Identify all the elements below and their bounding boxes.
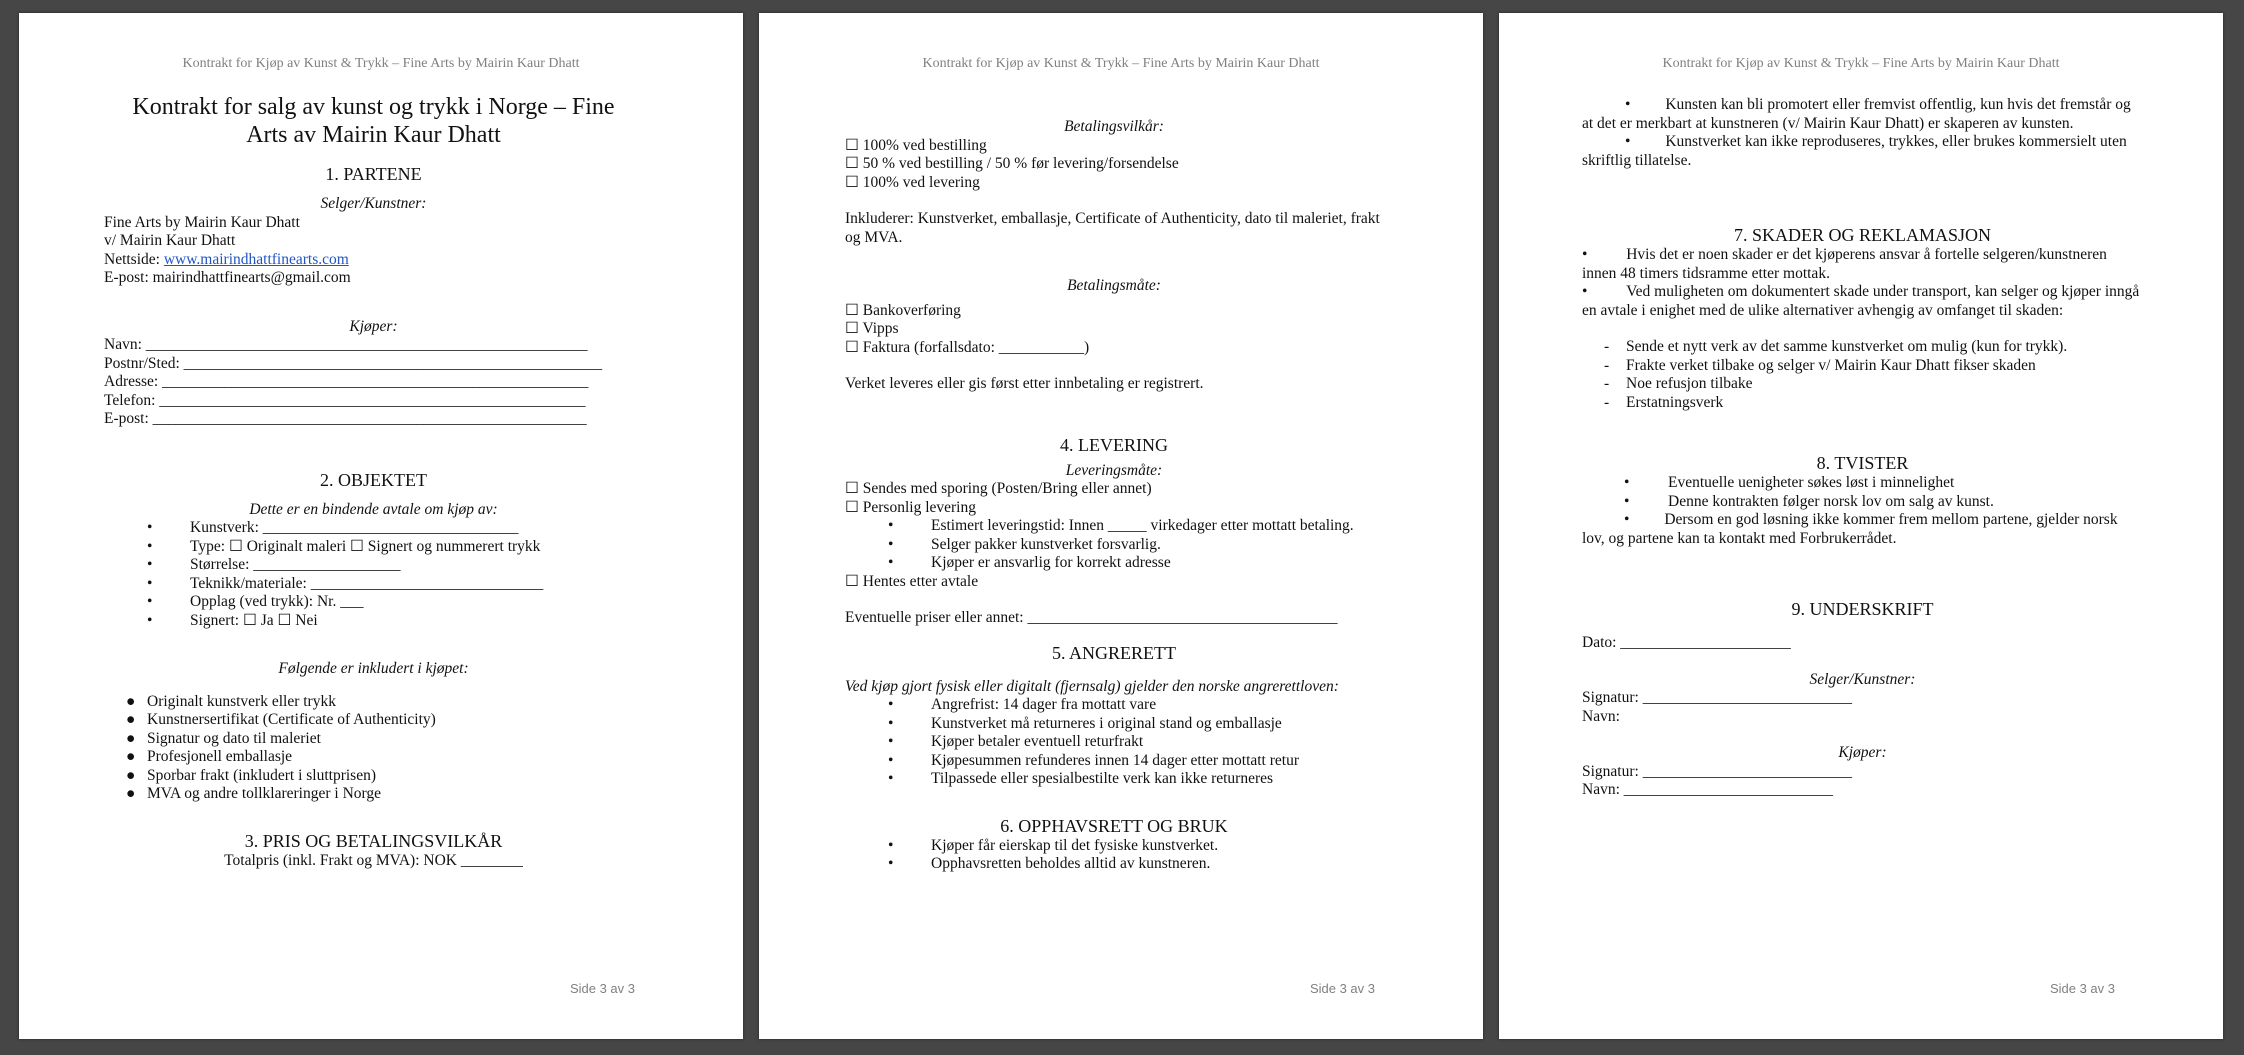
withdrawal-intro: Ved kjøp gjort fysisk eller digitalt (fjernsalg) gjelder den norske angrerettloven: xyxy=(845,677,1339,695)
list-item: ● Signatur og dato til maleriet xyxy=(126,729,321,747)
checkbox-option[interactable]: ☐ Sendes med sporing (Posten/Bring eller annet) xyxy=(845,480,1152,497)
document-page-3 xyxy=(1499,13,2223,1039)
section-heading-delivery: 4. LEVERING xyxy=(1060,434,1168,455)
buyer-label: Kjøper: xyxy=(349,317,398,335)
section-heading-parties: 1. PARTENE xyxy=(325,164,422,184)
checkbox-option[interactable]: ☐ 100% ved bestilling xyxy=(845,136,987,154)
list-item: • Kunstverket kan ikke reproduseres, trykkes, eller brukes kommersielt uten skriftlig tillatelse. xyxy=(1582,133,2127,169)
document-page-2 xyxy=(759,13,1483,1039)
list-item: • Opplag (ved trykk): Nr. ___ xyxy=(147,593,364,610)
list-item: • Teknikk/materiale: ______________________________ xyxy=(147,574,544,592)
buyer-field: Postnr/Sted: ______________________________________________________ xyxy=(104,354,603,372)
buyer-name-line: Navn: ___________________________ xyxy=(1582,781,1834,798)
list-item: • Ved muligheten om dokumentert skade under transport, kan selger og kjøper inngå en avtale i enighet med de ulike alternativer avhengig av omfanget til skaden: xyxy=(1582,283,2140,319)
section-heading-damage: 7. SKADER OG REKLAMASJON xyxy=(1733,225,1992,245)
page-footer: Side 3 av 3 xyxy=(2049,981,2115,996)
list-item: • Kjøper er ansvarlig for korrekt adresse xyxy=(888,554,1171,571)
list-item: ● Profesjonell emballasje xyxy=(126,748,293,765)
list-item: ● MVA og andre tollklareringer i Norge xyxy=(126,785,382,802)
list-item: • Selger pakker kunstverket forsvarlig. xyxy=(888,535,1161,553)
date-line: Dato: ______________________ xyxy=(1582,634,1791,651)
seller-signature-line: Signatur: ___________________________ xyxy=(1582,689,1852,706)
list-item: - Frakte verket tilbake og selger v/ Mairin Kaur Dhatt fikser skaden xyxy=(1604,356,2036,374)
seller-line: v/ Mairin Kaur Dhatt xyxy=(104,232,236,249)
list-item: • Kjøpesummen refunderes innen 14 dager etter mottatt retur xyxy=(888,751,1299,769)
other-prices-line: Eventuelle priser eller annet: ________________________________________ xyxy=(845,609,1338,626)
buyer-field: E-post: ________________________________________________________ xyxy=(104,410,587,427)
list-item: • Opphavsretten beholdes alltid av kunstneren. xyxy=(888,855,1211,872)
page-header: Kontrakt for Kjøp av Kunst & Trykk – Fine Arts by Mairin Kaur Dhatt xyxy=(922,56,1320,71)
list-item: ● Sporbar frakt (inkludert i sluttprisen) xyxy=(126,766,377,784)
payment-method-label: Betalingsmåte: xyxy=(1067,277,1161,294)
list-item: • Kunsten kan bli promotert eller fremvist offentlig, kun hvis det fremstår og at det er merkbart at kunstneren (v/ Mairin Kaur Dhatt) er skaperen av kunsten. xyxy=(1582,96,2131,132)
list-item: • Dersom en god løsning ikke kommer frem mellom partene, gjelder norsk lov, og partene kan ta kontakt med Forbrukerrådet. xyxy=(1582,511,2118,547)
payment-terms-label: Betalingsvilkår: xyxy=(1064,118,1164,135)
buyer-label: Kjøper: xyxy=(1838,744,1887,761)
page-footer: Side 3 av 3 xyxy=(1309,981,1375,996)
section-heading-copyright: 6. OPPHAVSRETT OG BRUK xyxy=(1000,815,1228,836)
checkbox-option[interactable]: ☐ Faktura (forfallsdato: ___________) xyxy=(845,338,1090,356)
checkbox-option[interactable]: ☐ Hentes etter avtale xyxy=(845,572,979,590)
seller-label: Selger/Kunstner: xyxy=(320,195,427,212)
list-item: • Angrefrist: 14 dager fra mottatt vare xyxy=(888,696,1157,713)
included-label: Følgende er inkludert i kjøpet: xyxy=(278,660,469,677)
list-item: • Kunstverket må returneres i original stand og emballasje xyxy=(888,714,1282,732)
checkbox-option[interactable]: ☐ Vipps xyxy=(845,320,899,337)
checkbox-option[interactable]: ☐ Bankoverføring xyxy=(845,301,961,319)
list-item: • Kjøper får eierskap til det fysiske kunstverket. xyxy=(888,836,1219,854)
buyer-field: Telefon: _______________________________________________________ xyxy=(104,391,586,409)
list-item: - Sende et nytt verk av det samme kunstverket om mulig (kun for trykk). xyxy=(1604,338,2068,355)
list-item: • Størrelse: ___________________ xyxy=(147,556,401,573)
page-header: Kontrakt for Kjøp av Kunst & Trykk – Fine Arts by Mairin Kaur Dhatt xyxy=(1662,56,2060,71)
seller-name-line: Navn: xyxy=(1582,707,1620,725)
list-item: • Tilpassede eller spesialbestilte verk kan ikke returneres xyxy=(888,770,1274,787)
includes-text: Inkluderer: Kunstverket, emballasje, Certificate of Authenticity, dato til maleriet, frakt og MVA. xyxy=(845,210,1380,246)
website-line: Nettside: www.mairindhattfinearts.com xyxy=(104,250,349,268)
buyer-signature-line: Signatur: ___________________________ xyxy=(1582,762,1852,780)
list-item: - Noe refusjon tilbake xyxy=(1604,375,1753,392)
list-item: ● Originalt kunstverk eller trykk xyxy=(126,692,336,710)
seller-label: Selger/Kunstner: xyxy=(1809,670,1916,688)
list-item: ● Kunstnersertifikat (Certificate of Authenticity) xyxy=(126,711,436,728)
list-item: • Eventuelle uenigheter søkes løst i minnelighet xyxy=(1624,474,1955,491)
buyer-field: Navn: _________________________________________________________ xyxy=(104,336,588,353)
document-title: Kontrakt for salg av kunst og trykk i Norge – Fine Arts av Mairin Kaur Dhatt xyxy=(132,94,615,148)
buyer-field: Adresse: _______________________________________________________ xyxy=(104,373,589,390)
section-heading-withdrawal: 5. ANGRERETT xyxy=(1052,642,1176,663)
document-page-1 xyxy=(19,13,743,1039)
section-heading-object: 2. OBJEKTET xyxy=(320,469,427,490)
list-item: • Type: ☐ Originalt maleri ☐ Signert og nummerert trykk xyxy=(147,537,541,555)
list-item: • Kunstverk: _________________________________ xyxy=(147,519,519,536)
list-item: - Erstatningsverk xyxy=(1604,393,1724,411)
email-line: E-post: mairindhattfinearts@gmail.com xyxy=(104,269,351,286)
checkbox-option[interactable]: ☐ Personlig levering xyxy=(845,498,976,516)
page-footer: Side 3 av 3 xyxy=(569,981,635,996)
list-item: • Signert: ☐ Ja ☐ Nei xyxy=(147,611,318,629)
website-link[interactable]: www.mairindhattfinearts.com xyxy=(163,250,349,268)
list-item: • Hvis det er noen skader er det kjøperens ansvar å fortelle selgeren/kunstneren innen 48 timers tidsramme etter mottak. xyxy=(1582,246,2107,282)
section-heading-disputes: 8. TVISTER xyxy=(1816,453,1909,473)
object-intro: Dette er en bindende avtale om kjøp av: xyxy=(249,500,498,518)
section-heading-price: 3. PRIS OG BETALINGSVILKÅR xyxy=(244,830,503,851)
delivery-note: Verket leveres eller gis først etter innbetaling er registrert. xyxy=(845,375,1204,392)
seller-line: Fine Arts by Mairin Kaur Dhatt xyxy=(104,213,300,231)
list-item: • Estimert leveringstid: Innen _____ virkedager etter mottatt betaling. xyxy=(888,517,1354,534)
total-price: Totalpris (inkl. Frakt og MVA): NOK ________ xyxy=(224,851,523,869)
section-heading-signature: 9. UNDERSKRIFT xyxy=(1791,599,1934,619)
list-item: • Kjøper betaler eventuell returfrakt xyxy=(888,733,1144,750)
page-header: Kontrakt for Kjøp av Kunst & Trykk – Fine Arts by Mairin Kaur Dhatt xyxy=(182,56,580,71)
checkbox-option[interactable]: ☐ 50 % ved bestilling / 50 % før levering/forsendelse xyxy=(845,155,1179,172)
checkbox-option[interactable]: ☐ 100% ved levering xyxy=(845,173,980,191)
delivery-method-label: Leveringsmåte: xyxy=(1065,461,1163,479)
list-item: • Denne kontrakten følger norsk lov om salg av kunst. xyxy=(1624,492,1994,510)
